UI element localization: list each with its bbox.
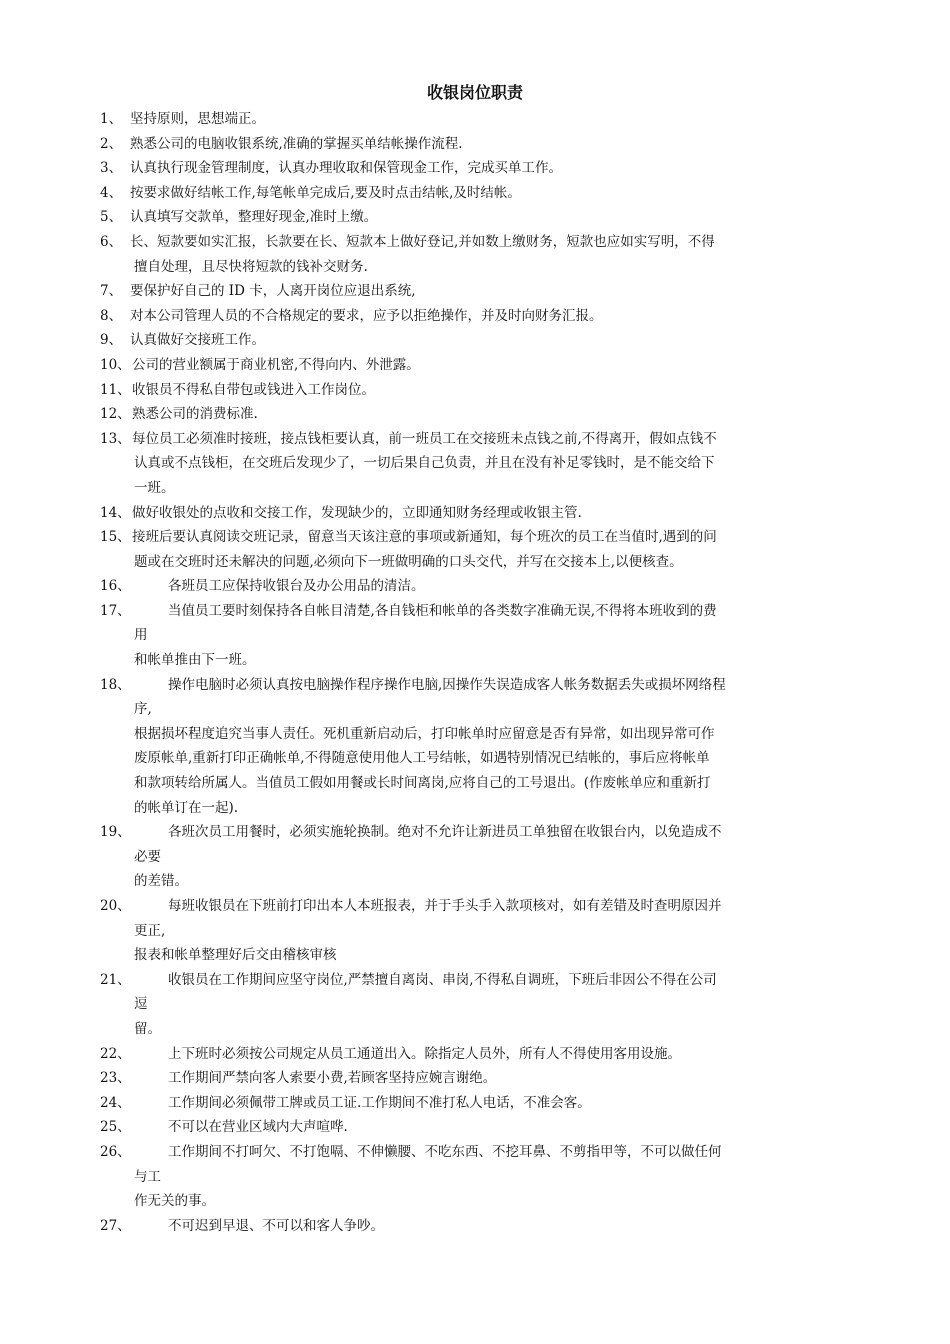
- list-item-first-line: [100, 132, 865, 157]
- list-item-first-line: [100, 1066, 865, 1091]
- list-item-first-line: [100, 304, 865, 329]
- list-item-text: 做好收银处的点收和交接工作，发现缺少的，立即通知财务经理或收银主管.: [132, 504, 582, 521]
- list-item-number: 10、: [100, 356, 131, 373]
- list-item-text: 收银员不得私自带包或钱进入工作岗位。: [132, 381, 375, 398]
- list-item-number: 24、: [100, 1094, 131, 1111]
- list-item-text: 上下班时必须按公司规定从员工通道出入。除指定人员外，所有人不得使用客用设施。: [168, 1045, 681, 1062]
- list-item-number: 11、: [100, 381, 131, 398]
- list-item-text: 按要求做好结帐工作,每笔帐单完成后,要及时点击结帐,及时结帐。: [130, 184, 521, 201]
- list-item-number: 23、: [100, 1070, 131, 1087]
- list-item-number: 14、: [100, 504, 131, 521]
- list-item: [100, 378, 865, 403]
- list-item: [100, 107, 865, 132]
- list-item-continuation: 留。: [134, 1020, 161, 1037]
- document-title: 收银岗位职责: [426, 83, 523, 102]
- list-item-text: 工作期间严禁向客人索要小费,若顾客坚持应婉言谢绝。: [168, 1070, 497, 1087]
- list-item-number: 26、: [100, 1143, 131, 1160]
- list-item-text: 每班收银员在下班前打印出本人本班报表，并于手头手入款项核对，如有差错及时查明原因并: [168, 898, 722, 914]
- list-item-first-line: [100, 1091, 865, 1116]
- list-item-text: 对本公司管理人员的不合格规定的要求，应予以拒绝操作，并及时向财务汇报。: [130, 307, 603, 324]
- list-item-text: 熟悉公司的电脑收银系统,准确的掌握买单结帐操作流程.: [130, 135, 463, 152]
- list-item-continuation: 报表和帐单整理好后交由稽核审核: [134, 947, 337, 964]
- list-item-continuation: 废原帐单,重新打印正确帐单,不得随意使用他人工号结帐，如遇特别情况已结帐的，事后应将帐单: [134, 750, 710, 767]
- list-item: [100, 132, 865, 157]
- list-item-text: 长、短款要如实汇报，长款要在长、短款本上做好登记,并如数上缴财务，短款也应如实写明，不得: [130, 233, 715, 250]
- list-item: [100, 328, 865, 353]
- list-item-number: 22、: [100, 1045, 131, 1062]
- list-item-continuation: 与工: [134, 1168, 161, 1185]
- list-item-first-line: [100, 501, 865, 526]
- list-item-continuation: 擅自处理，且尽快将短款的钱补交财务.: [134, 258, 368, 275]
- list-item-continuation: 认真或不点钱柜，在交班后发现少了，一切后果自己负责，并且在没有补足零钱时，是不能交给下: [134, 455, 715, 472]
- list-item-continuation: 必要: [134, 848, 161, 865]
- list-item-number: 4、: [100, 184, 123, 201]
- list-item: [100, 1042, 865, 1067]
- list-item-number: 1、: [100, 111, 123, 127]
- list-item: [100, 205, 865, 230]
- list-item: [100, 181, 865, 206]
- list-item-continuation: 用: [134, 627, 148, 644]
- list-item-first-line: [100, 1214, 865, 1239]
- list-item: [100, 968, 865, 1042]
- list-item-number: 25、: [100, 1119, 131, 1136]
- list-item-continuation: 作无关的事。: [134, 1193, 215, 1210]
- list-item-first-line: [100, 1140, 865, 1165]
- list-item-first-line: [100, 353, 865, 378]
- list-item-first-line: [100, 1042, 865, 1067]
- list-item-number: 5、: [100, 209, 123, 226]
- list-item: [100, 304, 865, 329]
- list-item-first-line: [100, 181, 865, 206]
- list-item: [100, 353, 865, 378]
- list-item-number: 27、: [100, 1217, 131, 1234]
- list-item-number: 20、: [100, 898, 131, 914]
- list-item-number: 17、: [100, 602, 131, 619]
- list-item-first-line: [100, 820, 865, 845]
- list-item: [100, 156, 865, 181]
- list-item-first-line: [100, 279, 865, 304]
- list-item-number: 6、: [100, 233, 123, 250]
- list-item-text: 公司的营业额属于商业机密,不得向内、外泄露。: [132, 356, 420, 373]
- list-item-number: 21、: [100, 971, 131, 988]
- list-item-number: 8、: [100, 307, 123, 324]
- list-item-text: 认真做好交接班工作。: [130, 332, 265, 349]
- list-item-first-line: [100, 1115, 865, 1140]
- list-item-continuation: 和款项转给所属人。当值员工假如用餐或长时间离岗,应将自己的工号退出。(作废帐单应和重新打: [134, 775, 711, 792]
- list-item-number: 7、: [100, 283, 123, 300]
- duty-list: [100, 107, 865, 1238]
- list-item-first-line: [100, 107, 865, 132]
- list-item-text: 不可以在营业区域内大声喧哗.: [168, 1119, 348, 1136]
- list-item-first-line: [100, 378, 865, 403]
- list-item-number: 13、: [100, 430, 131, 447]
- list-item-text: 工作期间必须佩带工牌或员工证.工作期间不准打私人电话，不准会客。: [168, 1094, 591, 1111]
- list-item-number: 9、: [100, 332, 123, 349]
- list-item-text: 认真填写交款单，整理好现金,准时上缴。: [130, 209, 378, 226]
- list-item-first-line: [100, 230, 865, 255]
- list-item-continuation: 根据损坏程度追究当事人责任。死机重新启动后，打印帐单时应留意是否有异常，如出现异常可作: [134, 725, 715, 742]
- list-item-continuation: 更正,: [134, 922, 166, 939]
- list-item: [100, 673, 865, 821]
- list-item-continuation: 一班。: [134, 479, 175, 496]
- list-item-text: 要保护好自己的 ID 卡，人离开岗位应退出系统,: [130, 283, 416, 300]
- list-item-first-line: [100, 673, 865, 698]
- list-item: [100, 402, 865, 427]
- list-item-text: 收银员在工作期间应坚守岗位,严禁擅自离岗、串岗,不得私自调班，下班后非因公不得在公司: [168, 971, 717, 988]
- list-item: [100, 1091, 865, 1116]
- list-item-number: 15、: [100, 529, 131, 546]
- list-item: [100, 230, 865, 279]
- list-item-continuation: 和帐单推由下一班。: [134, 652, 256, 669]
- list-item-first-line: [100, 205, 865, 230]
- list-item-first-line: [100, 599, 865, 624]
- list-item-text: 当值员工要时刻保持各自帐目清楚,各自钱柜和帐单的各类数字准确无误,不得将本班收到的费: [168, 602, 717, 619]
- list-item-first-line: [100, 968, 865, 993]
- list-item-text: 不可迟到早退、不可以和客人争吵。: [168, 1217, 384, 1234]
- list-item: [100, 525, 865, 574]
- list-item: [100, 894, 865, 968]
- list-item-continuation: 逗: [134, 996, 148, 1013]
- list-item-text: 接班后要认真阅读交班记录，留意当天该注意的事项或新通知，每个班次的员工在当值时,遇到的问: [132, 529, 717, 546]
- list-item-number: 19、: [100, 824, 131, 841]
- list-item-first-line: [100, 894, 865, 919]
- list-item-text: 各班员工应保持收银台及办公用品的清洁。: [168, 578, 425, 595]
- list-item: [100, 574, 865, 599]
- list-item: [100, 279, 865, 304]
- list-item-text: 坚持原则，思想端正。: [130, 111, 265, 127]
- list-item-number: 2、: [100, 135, 123, 152]
- list-item-first-line: [100, 525, 865, 550]
- list-item-number: 12、: [100, 406, 131, 423]
- list-item-number: 18、: [100, 676, 131, 693]
- list-item-first-line: [100, 574, 865, 599]
- list-item: [100, 1115, 865, 1140]
- list-item-continuation: 的差错。: [134, 873, 188, 890]
- list-item-first-line: [100, 156, 865, 181]
- list-item-text: 工作期间不打呵欠、不打饱嗝、不伸懒腰、不吃东西、不挖耳鼻、不剪指甲等，不可以做任何: [168, 1143, 722, 1160]
- list-item-number: 16、: [100, 578, 131, 595]
- list-item-text: 熟悉公司的消费标准.: [132, 406, 258, 423]
- list-item-first-line: [100, 402, 865, 427]
- list-item-first-line: [100, 427, 865, 452]
- list-item-number: 3、: [100, 160, 123, 177]
- list-item-text: 每位员工必须准时接班，接点钱柜要认真，前一班员工在交接班未点钱之前,不得离开，假如点钱不: [132, 430, 717, 447]
- list-item: [100, 1140, 865, 1214]
- list-item-continuation: 的帐单订在一起).: [134, 799, 239, 816]
- list-item: [100, 427, 865, 501]
- list-item: [100, 599, 865, 673]
- list-item: [100, 1066, 865, 1091]
- list-item-first-line: [100, 328, 865, 353]
- list-item: [100, 820, 865, 894]
- list-item-continuation: 题或在交班时还未解决的问题,必须向下一班做明确的口头交代，并写在交接本上,以便核查。: [134, 553, 683, 570]
- list-item-text: 各班次员工用餐时，必须实施轮换制。绝对不允许让新进员工单独留在收银台内，以免造成不: [168, 824, 722, 841]
- list-item: [100, 1214, 865, 1239]
- list-item-continuation: 序,: [134, 701, 152, 718]
- list-item: [100, 501, 865, 526]
- list-item-text: 操作电脑时必须认真按电脑操作程序操作电脑,因操作失误造成客人帐务数据丢失或损坏网络程: [168, 676, 726, 693]
- list-item-text: 认真执行现金管理制度，认真办理收取和保管现金工作，完成买单工作。: [130, 160, 562, 177]
